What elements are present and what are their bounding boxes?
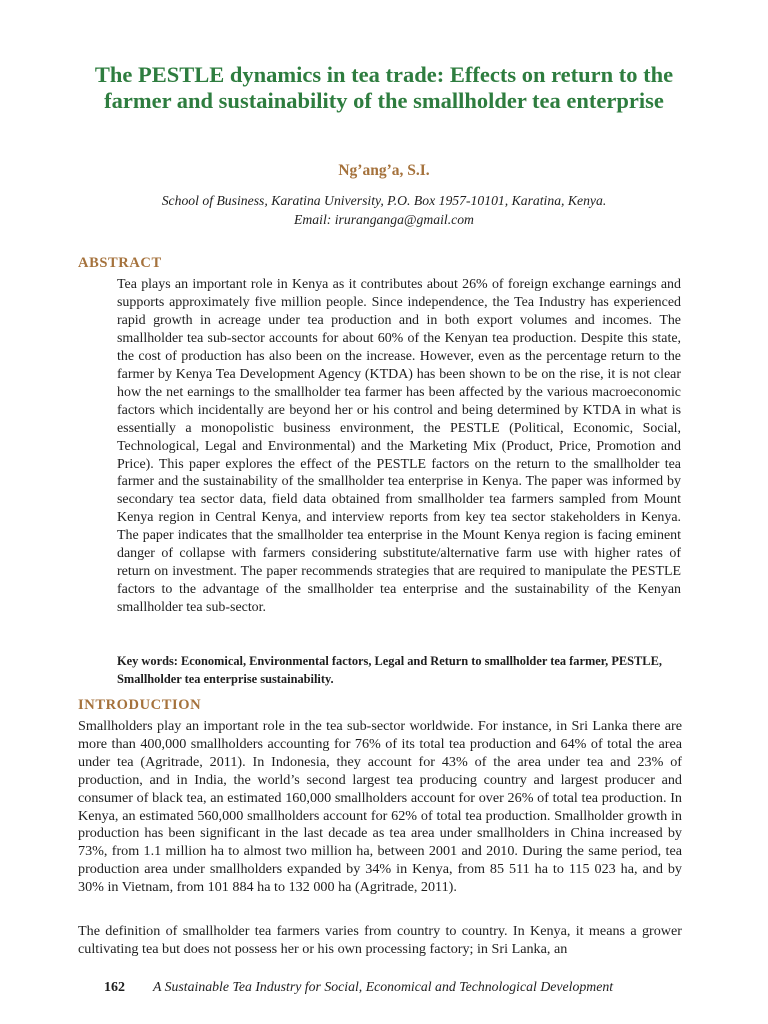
page-number: 162 bbox=[104, 980, 125, 995]
keywords: Key words: Economical, Environmental factors, Legal and Return to smallholder tea farmer, PESTLE, Smallholder tea enterprise sustainability. bbox=[117, 654, 662, 686]
paper-title: The PESTLE dynamics in tea trade: Effects on return to the farmer and sustainability of the smallholder tea enterprise bbox=[94, 62, 674, 113]
affiliation: School of Business, Karatina University, P.O. Box 1957-10101, Karatina, Kenya. bbox=[161, 193, 607, 208]
abstract-text: Tea plays an important role in Kenya as it contributes about 26% of foreign exchange earnings and supports approximately five million people. Since independence, the Tea Industry has experienced rapid growth in acreage under tea production and in both export volumes and incomes. The smallholder tea sub-sector accounts for about 60% of the Kenyan tea production. Despite this state, the cost of production has also been on the increase. However, even as the percentage return to the farmer by Kenya Tea Development Agency (KTDA) has been shown to be on the rise, it is not clear how the net earnings to the smallholder tea farmer has been affected by the various macroeconomic factors which incidentally are beyond her or his control and being determined by KTDA in what is essentially a monopolistic business environment, the PESTLE (Political, Economic, Social, Technological, Legal and Environmental) and the Marketing Mix (Product, Price, Promotion and Price). This paper explores the effect of the PESTLE factors on the return to the smallholder tea farmer and the sustainability of the smallholder tea enterprise in Kenya. The paper was informed by secondary tea sector data, field data obtained from smallholder tea farmers sampled from Mount Kenya region in Central Kenya, and interview reports from key tea sector stakeholders in Kenya. The paper indicates that the smallholder tea enterprise in the Mount Kenya region is facing eminent danger of collapse with farmers considering substitute/alternative farm use with higher rates of return on investment. The paper recommends strategies that are required to manipulate the PESTLE factors to the advantage of the smallholder tea enterprise and the sustainability of the Kenyan smallholder tea sub-sector. bbox=[117, 277, 681, 616]
introduction-paragraph-1: Smallholders play an important role in the tea sub-sector worldwide. For instance, in Sri Lanka there are more than 400,000 smallholders accounting for 76% of its total tea production and 64% of total the area under tea (Agritrade, 2011). In Indonesia, they account for 43% of the area under tea and 23% of production, and in India, the world’s second largest tea producing country and largest producer and consumer of black tea, an estimated 160,000 smallholders account for over 26% of total tea production. In Kenya, an estimated 560,000 smallholders account for 62% of total tea production. Smallholder growth in production has been significant in the last decade as tea area under smallholders in China increased by 73%, from 1.1 million ha to almost two million ha, between 2001 and 2010. During the same period, tea production area under smallholders expanded by 34% in Kenya, from 85 511 ha to 115 023 ha, and by 30% in Vietnam, from 101 884 ha to 132 000 ha (Agritrade, 2011). bbox=[78, 718, 682, 896]
abstract-heading: ABSTRACT bbox=[78, 255, 162, 271]
author-email: Email: iruranganga@gmail.com bbox=[294, 212, 474, 227]
introduction-paragraph-2: The definition of smallholder tea farmers varies from country to country. In Kenya, it means a grower cultivating tea but does not possess her or his own processing factory; in Sri Lanka, an bbox=[78, 923, 682, 957]
page-footer bbox=[104, 979, 684, 996]
book-title: A Sustainable Tea Industry for Social, Economical and Technological Development bbox=[153, 979, 614, 994]
author-name: Ng’ang’a, S.I. bbox=[338, 162, 430, 179]
introduction-heading: INTRODUCTION bbox=[78, 697, 202, 713]
author-affiliation-block bbox=[60, 191, 708, 229]
